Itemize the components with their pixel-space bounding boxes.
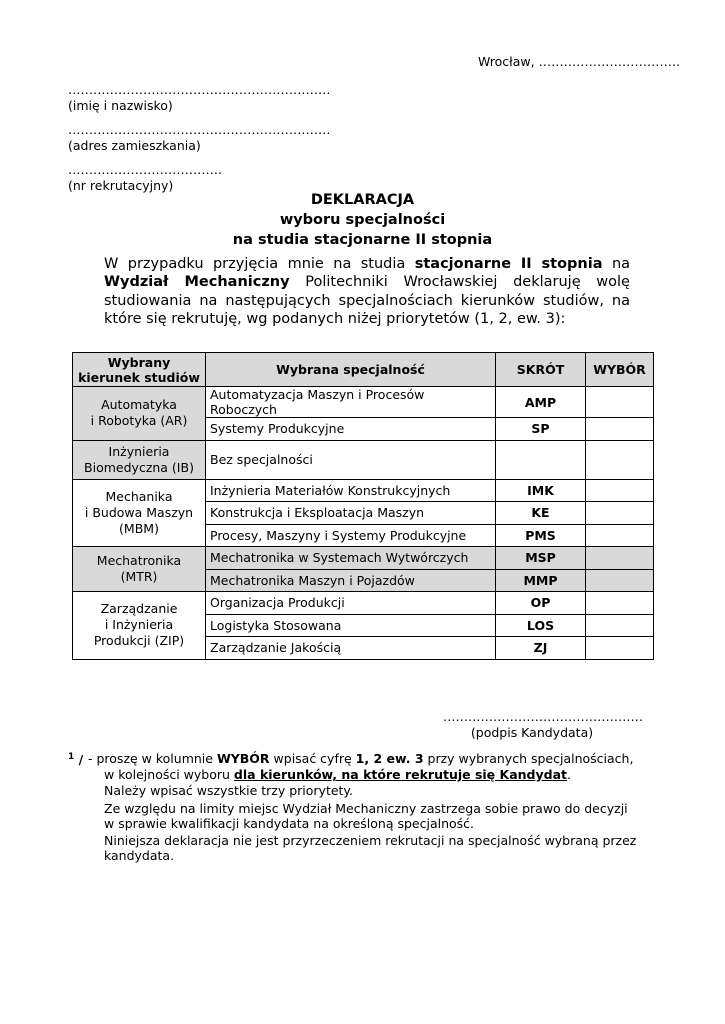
address-field bbox=[68, 122, 331, 153]
signature-caption: (podpis Kandydata) bbox=[470, 725, 594, 740]
spec-imk: Inżynieria Materiałów Konstrukcyjnych bbox=[206, 479, 496, 502]
choice-cell-sp[interactable] bbox=[586, 418, 654, 441]
code-ib bbox=[496, 440, 586, 479]
spec-zj: Zarządzanie Jakością bbox=[206, 637, 496, 660]
choice-cell-zj[interactable] bbox=[586, 637, 654, 660]
footnote-underlined: dla kierunków, na które rekrutuje się Kandydat bbox=[233, 767, 567, 782]
footnote-slash: / bbox=[74, 752, 84, 768]
choice-cell-ke[interactable] bbox=[586, 502, 654, 525]
table-header-row bbox=[73, 353, 654, 387]
intro-text-2: na bbox=[611, 256, 631, 272]
group-mtr: Mechatronika (MTR) bbox=[73, 547, 206, 592]
code-pms: PMS bbox=[496, 524, 586, 547]
code-amp: AMP bbox=[496, 387, 586, 418]
footnote-bold-2: 1, 2 ew. 3 bbox=[355, 751, 424, 766]
signature-dots[interactable]: ………………………………………… bbox=[443, 709, 643, 724]
choice-cell-pms[interactable] bbox=[586, 524, 654, 547]
group-ib: Inżynieria Biomedyczna (IB) bbox=[73, 440, 206, 479]
spec-sp: Systemy Produkcyjne bbox=[206, 418, 496, 441]
footnote-line-5: w sprawie kwalifikacji kandydata na określoną specjalność. bbox=[104, 816, 475, 831]
choice-cell-imk[interactable] bbox=[586, 479, 654, 502]
intro-bold-2: Wydział Mechaniczny bbox=[104, 274, 290, 291]
recruitment-number-caption: (nr rekrutacyjny) bbox=[68, 178, 174, 193]
table-row bbox=[73, 387, 654, 418]
footnote-line-1 bbox=[88, 751, 633, 767]
group-ar: Automatyka i Robotyka (AR) bbox=[73, 387, 206, 441]
footnote-number: 1 bbox=[68, 752, 75, 762]
code-sp: SP bbox=[496, 418, 586, 441]
spec-msp: Mechatronika w Systemach Wytwórczych bbox=[206, 547, 496, 570]
intro-bold-1: stacjonarne II stopnia bbox=[414, 256, 603, 272]
footnote-text-2: wpisać cyfrę bbox=[269, 751, 356, 766]
footnote-text-5: . bbox=[567, 767, 571, 782]
table-row bbox=[73, 547, 654, 570]
code-op: OP bbox=[496, 592, 586, 615]
code-mmp: MMP bbox=[496, 569, 586, 592]
choice-cell-mmp[interactable] bbox=[586, 569, 654, 592]
choice-cell-amp[interactable] bbox=[586, 387, 654, 418]
code-zj: ZJ bbox=[496, 637, 586, 660]
address-field-caption: (adres zamieszkania) bbox=[68, 138, 201, 153]
document-subtitle: wyboru specjalności bbox=[279, 212, 446, 228]
header-specjalnosc: Wybrana specjalność bbox=[206, 353, 496, 387]
document-subtitle-2: na studia stacjonarne II stopnia bbox=[232, 232, 493, 248]
footnote-marker bbox=[68, 750, 83, 768]
header-kierunek: Wybrany kierunek studiów bbox=[73, 353, 206, 387]
spec-mmp: Mechatronika Maszyn i Pojazdów bbox=[206, 569, 496, 592]
name-field bbox=[68, 82, 331, 113]
code-msp: MSP bbox=[496, 547, 586, 570]
code-ke: KE bbox=[496, 502, 586, 525]
code-los: LOS bbox=[496, 614, 586, 637]
choice-cell-ib[interactable] bbox=[586, 440, 654, 479]
place-date-line bbox=[478, 54, 680, 69]
footnote-line-4: Ze względu na limity miejsc Wydział Mechaniczny zastrzega sobie prawo do decyzji bbox=[104, 801, 628, 816]
footnote-bold-1: WYBÓR bbox=[216, 751, 270, 766]
document-title: DEKLARACJA bbox=[310, 192, 415, 208]
table-row bbox=[73, 592, 654, 615]
place-label: Wrocław, bbox=[478, 54, 535, 69]
name-field-dots[interactable]: ……………………………………………………… bbox=[68, 82, 331, 97]
address-field-dots[interactable]: ……………………………………………………… bbox=[68, 122, 331, 137]
signature-block bbox=[443, 709, 643, 740]
code-imk: IMK bbox=[496, 479, 586, 502]
footnote-text-1: - proszę w kolumnie bbox=[88, 751, 217, 766]
spec-los: Logistyka Stosowana bbox=[206, 614, 496, 637]
footnote-line-6: Niniejsza deklaracja nie jest przyrzeczeniem rekrutacji na specjalność wybraną przez bbox=[104, 833, 637, 848]
spec-amp: Automatyzacja Maszyn i Procesów Roboczych bbox=[206, 387, 496, 418]
intro-paragraph bbox=[104, 255, 630, 329]
choice-cell-los[interactable] bbox=[586, 614, 654, 637]
intro-text-3: Politechniki Wrocławskiej deklaruję wolę studiowania na następujących specjalnościach kierunków studiów, na które się rekrutuję, wg podanych niżej priorytetów (1, 2, ew. 3): bbox=[104, 274, 630, 328]
date-field-dots[interactable]: ……………………………. bbox=[538, 54, 681, 69]
spec-op: Organizacja Produkcji bbox=[206, 592, 496, 615]
footnote-line-7: kandydata. bbox=[104, 848, 175, 863]
footnote-text-3: przy wybranych specjalnościach, bbox=[423, 751, 634, 766]
table-row bbox=[73, 479, 654, 502]
recruitment-number-field bbox=[68, 162, 222, 193]
footnote-line-3: Należy wpisać wszystkie trzy priorytety. bbox=[104, 783, 354, 798]
header-skrot: SKRÓT bbox=[496, 353, 586, 387]
table-row bbox=[73, 440, 654, 479]
group-zip: Zarządzanie i Inżynieria Produkcji (ZIP) bbox=[73, 592, 206, 660]
spec-pms: Procesy, Maszyny i Systemy Produkcyjne bbox=[206, 524, 496, 547]
choice-cell-op[interactable] bbox=[586, 592, 654, 615]
recruitment-number-dots[interactable]: ………………………………. bbox=[68, 162, 222, 177]
footnote-line-2 bbox=[104, 767, 571, 783]
spec-ib: Bez specjalności bbox=[206, 440, 496, 479]
header-wybor: WYBÓR bbox=[586, 353, 654, 387]
name-field-caption: (imię i nazwisko) bbox=[68, 98, 173, 113]
footnote-text-4: w kolejności wyboru bbox=[104, 767, 234, 782]
choice-cell-msp[interactable] bbox=[586, 547, 654, 570]
group-mbm: Mechanika i Budowa Maszyn (MBM) bbox=[73, 479, 206, 547]
specialization-table bbox=[72, 352, 654, 660]
intro-text-1: W przypadku przyjęcia mnie na studia bbox=[104, 256, 415, 272]
spec-ke: Konstrukcja i Eksploatacja Maszyn bbox=[206, 502, 496, 525]
